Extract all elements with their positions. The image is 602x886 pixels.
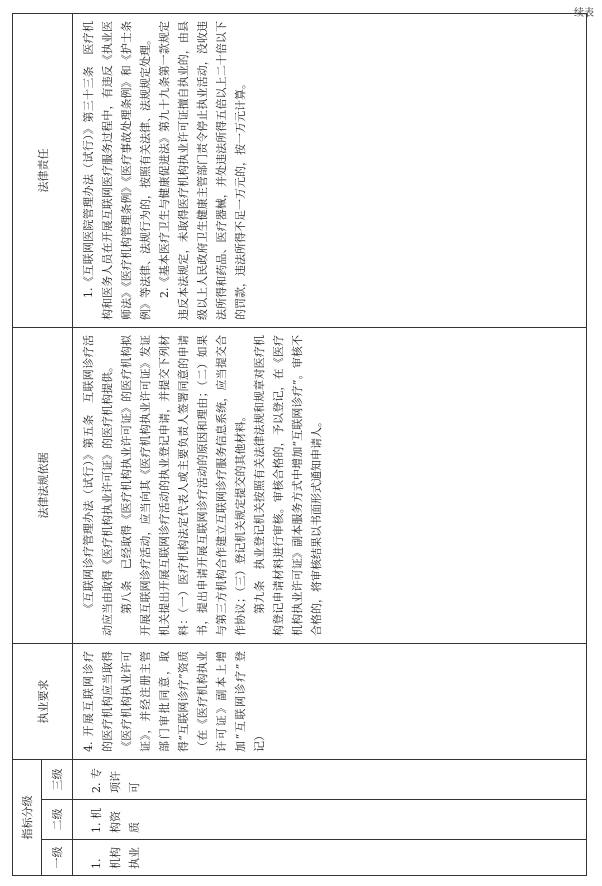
level1-header: 一级 [42,840,73,876]
row-level1: 1. 机构执业 [90,847,141,869]
basis-header: 法律法规依据 [13,328,73,644]
liability-paragraph: 2.《基本医疗卫生与健康促进法》第九十九条第一款规定违反本法规定，未取得医疗机构执业许可证擅自执业的，由县级以上人民政府卫生健康主管部门责令停止执业活动，没收违法所得和药品、医疗器械，并处违法所得五倍以上二十倍以下的罚款，违法所得不足一万元的，按一万元计算。 [158,21,247,320]
indicator-group-header: 指标分级 [13,760,42,876]
liability-header: 法律责任 [13,14,73,328]
row-level3: 2. 专项许可 [90,768,141,793]
continued-label: 续表 [574,8,594,19]
row-level3-cell [73,760,587,800]
requirement-header: 执业要求 [13,644,73,760]
row-level2: 1. 机构资质 [90,808,141,833]
requirement-text: 4. 开展互联网诊疗的医疗机构应当取得《医疗机构执业许可证》，并经注册主管部门审批同意，取得“互联网诊疗”资质（在《医疗机构执业许可证》副本上增加“互联网诊疗”登记） [82,651,266,752]
rotated-table-container [12,14,590,876]
basis-paragraph: 《互联网诊疗管理办法（试行）》第五条 互联网诊疗活动应当由取得《医疗机构执业许可证》的医疗机构提供。 [82,335,114,636]
row-level1-cell [73,840,587,876]
basis-cell [73,328,587,644]
regulation-table [12,13,587,876]
requirement-cell [73,644,587,760]
liability-paragraph: 1.《互联网医院管理办法（试行）》第三十三条 医疗机构和医务人员在开展互联网医疗服务过程中，有违反《执业医师法》《医疗机构管理条例》《医疗事故处理条例》和《护士条例》等法律、法规行为的，按照有关法律、法规规定处理。 [82,21,152,320]
basis-paragraph: 第八条 已经取得《医疗机构执业许可证》的医疗机构拟开展互联网诊疗活动，应当向其《医疗机构执业许可证》发证机关提出开展互联网诊疗活动的执业登记申请，并提交下列材料：（一）医疗机构法定代表人或主要负责人签署同意的申请书，提出申请开展互联网诊疗活动的原因和理由；（二）如果与第三方机构合作建立互联网诊疗服务信息系统，应当提交合作协议；（三）登记机关规定提交的其他材料。 [120,335,247,636]
liability-cell [73,14,587,328]
row-level2-cell [73,800,587,840]
basis-paragraph: 第九条 执业登记机关按照有关法律法规和规章对医疗机构登记申请材料进行审核。审核合格的，予以登记，在《医疗机构执业许可证》副本服务方式中增加“互联网诊疗”。审核不合格的，将审核结果以书面形式通知申请人。 [253,335,323,636]
level3-header: 三级 [42,760,73,800]
level2-header: 二级 [42,800,73,840]
